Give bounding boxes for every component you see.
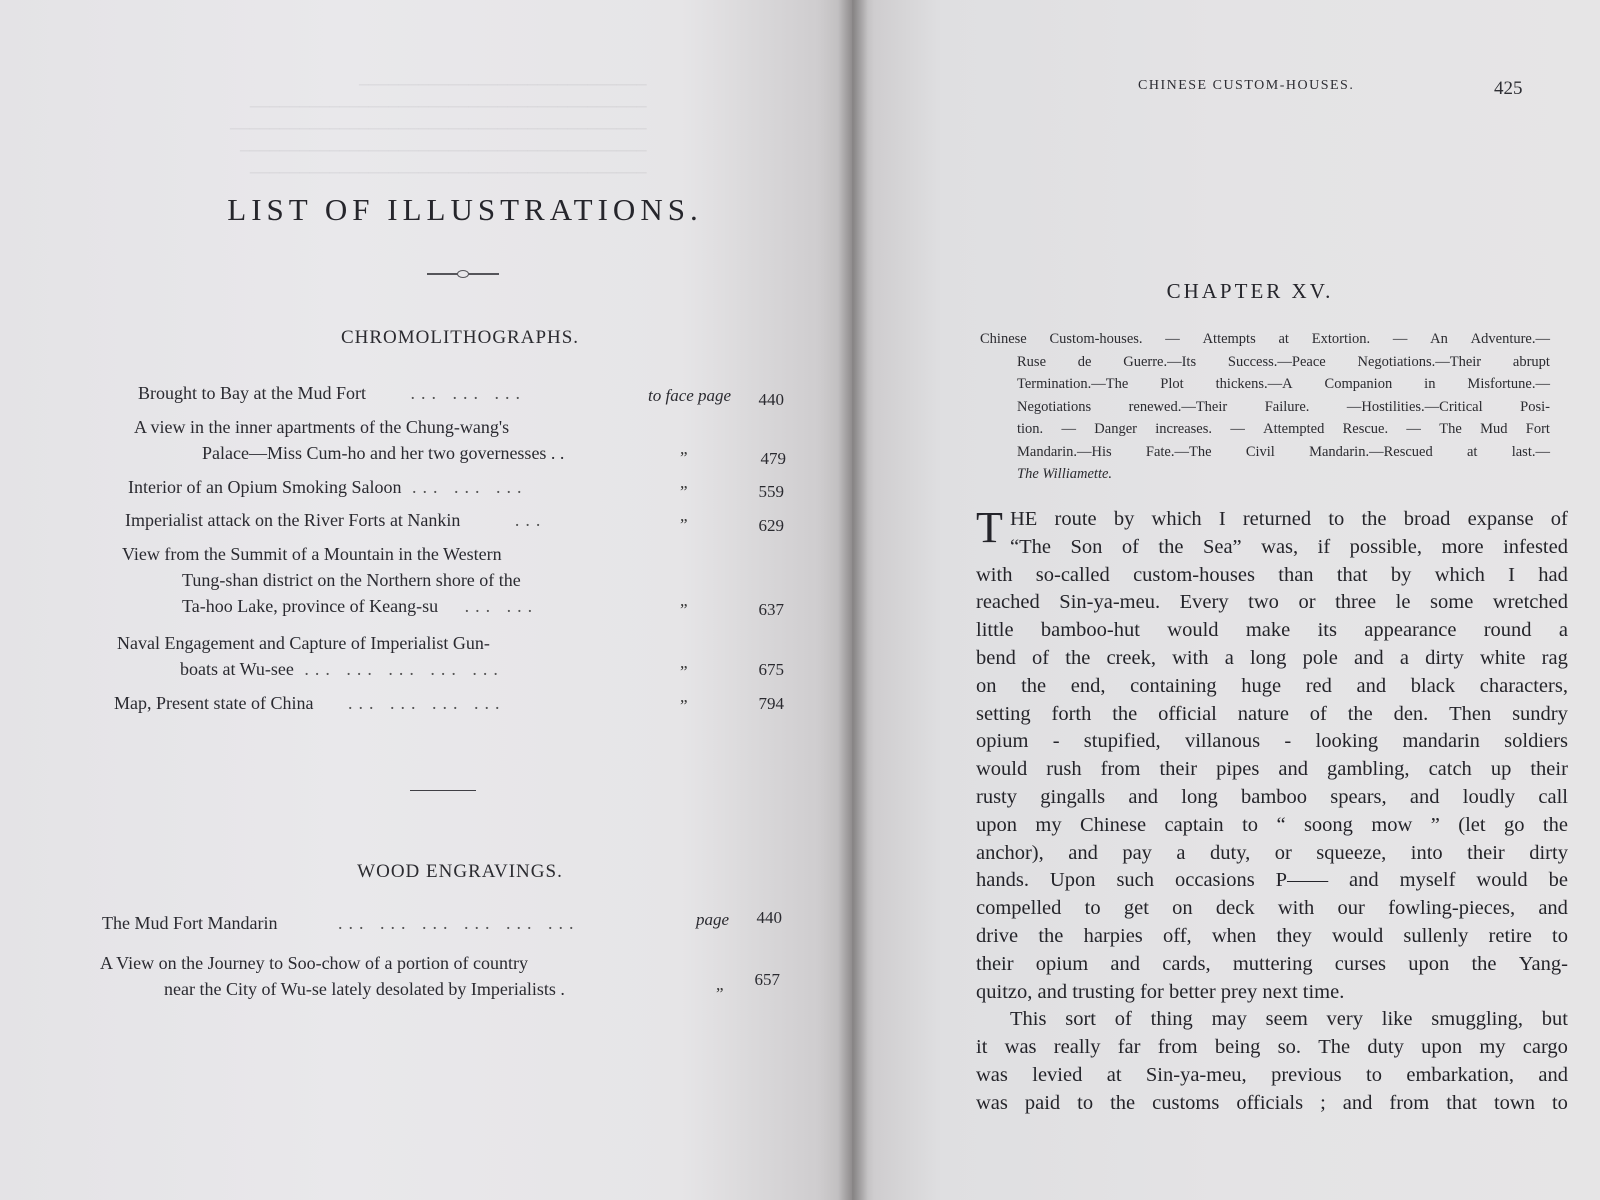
- body-line: “The Son of the Sea” was, if possible, more infested: [1010, 535, 1568, 558]
- leader-dots: ... ... ... ... ...: [304, 659, 504, 679]
- illustration-entry: [102, 910, 579, 936]
- body-line: would rush from their pipes and gambling, catch up their: [976, 758, 1568, 781]
- body-line: HE route by which I returned to the broad expanse of: [1010, 508, 1568, 530]
- entry-page: 440: [758, 390, 784, 409]
- entry-title-line: boats at Wu-see: [180, 659, 294, 679]
- entry-title: Imperialist attack on the River Forts at Nankin: [125, 510, 461, 530]
- leader-dots: ... ... ...: [411, 477, 528, 497]
- title-ornament: [427, 273, 499, 275]
- body-line: rusty gingalls and long bamboo spears, and loudly call: [976, 785, 1568, 808]
- leader-dots: ... ... ... ...: [347, 693, 506, 713]
- chapter-body: [976, 503, 1568, 1118]
- entry-ref: ”: [680, 448, 688, 467]
- body-line: on the end, containing huge red and black characters,: [976, 674, 1568, 697]
- body-line: upon my Chinese captain to “ soong mow ” (let go the: [976, 813, 1568, 836]
- illustration-entry: [125, 507, 546, 533]
- illustration-entry: [100, 950, 565, 1002]
- synopsis-line: Ruse de Guerre.—Its Success.—Peace Negotiations.—Their abrupt: [1017, 353, 1550, 370]
- entry-title: Map, Present state of China: [114, 693, 314, 713]
- bleed-through-text: ───────────────────────────── ──────────────────────────────────────── ────────────────────────────────────────── ───────────────────────────────────────── ────────────────────────────────────────: [230, 78, 647, 181]
- body-line: compelled to get on deck with our fowling-pieces, and: [976, 897, 1568, 920]
- chapter-title: CHAPTER XV.: [1166, 279, 1334, 303]
- entry-ref: ”: [716, 984, 724, 1003]
- body-line: drive the harpies off, when they would sullenly retire to: [976, 924, 1568, 947]
- leader-dots: ... ... ... ... ... ...: [337, 913, 580, 933]
- illustration-entry: [138, 380, 526, 406]
- illustration-entry: [128, 474, 527, 500]
- entry-title-line: Naval Engagement and Capture of Imperialist Gun-: [117, 633, 490, 653]
- entry-title-line: Tung-shan district on the Northern shore of the: [182, 570, 521, 590]
- wood-engravings-heading: WOOD ENGRAVINGS.: [357, 861, 563, 882]
- illustration-entry: [134, 414, 564, 466]
- body-line: This sort of thing may seem very like smuggling, but: [1010, 1008, 1568, 1031]
- entry-page: 794: [758, 694, 784, 713]
- page-number: 425: [1494, 78, 1523, 99]
- entry-page: 629: [758, 516, 784, 535]
- body-line: anchor), and pay a duty, or squeeze, into their dirty: [976, 841, 1568, 864]
- entry-title-line: View from the Summit of a Mountain in the Western: [122, 544, 502, 564]
- body-line: was levied at Sin-ya-meu, previous to embarkation, and: [976, 1063, 1568, 1086]
- body-line: it was really far from being so. The duty upon my cargo: [976, 1036, 1568, 1059]
- list-of-illustrations-title: LIST OF ILLUSTRATIONS.: [227, 192, 703, 227]
- chromolithographs-heading: CHROMOLITHOGRAPHS.: [340, 327, 580, 348]
- body-line: quitzo, and trusting for better prey next time.: [976, 980, 1345, 1003]
- synopsis-line: tion. — Danger increases. — Attempted Rescue. — The Mud Fort: [1017, 421, 1550, 437]
- entry-page: 440: [756, 908, 782, 927]
- synopsis-line: Chinese Custom-houses. — Attempts at Extortion. — An Adventure.—: [980, 331, 1550, 347]
- section-divider: [410, 790, 476, 791]
- drop-cap: T: [976, 503, 1003, 552]
- illustration-entry: [114, 690, 505, 716]
- illustration-entry: [117, 630, 504, 682]
- body-line: bend of the creek, with a long pole and a dirty white rag: [976, 646, 1568, 669]
- entry-page: 637: [758, 600, 784, 619]
- leader-dots: ... ...: [464, 596, 539, 616]
- entry-title: The Mud Fort Mandarin: [102, 913, 278, 933]
- body-line: with so-called custom-houses than that by which I had: [976, 563, 1568, 586]
- entry-ref: ”: [680, 662, 688, 681]
- entry-page: 479: [760, 449, 786, 468]
- leader-dots: ... ... ...: [410, 383, 526, 403]
- entry-page: 657: [754, 970, 780, 989]
- body-line: their opium and cards, muttering curses upon the Yang-: [976, 952, 1568, 975]
- entry-title-line: A View on the Journey to Soo-chow of a portion of country: [100, 953, 529, 973]
- entry-title-line: Ta-hoo Lake, province of Keang-su: [182, 596, 439, 616]
- entry-title-line: near the City of Wu-se lately desolated by Imperialists .: [164, 979, 565, 999]
- entry-ref: to face page: [648, 386, 732, 405]
- entry-title: Brought to Bay at the Mud Fort: [138, 383, 366, 403]
- body-line: little bamboo-hut would make its appearance round a: [976, 619, 1568, 642]
- entry-title-line: Palace—Miss Cum-ho and her two governesses . .: [202, 443, 565, 463]
- leader-dots: ...: [514, 510, 547, 530]
- entry-ref: ”: [680, 515, 688, 534]
- entry-page: 559: [758, 482, 784, 501]
- illustration-entry: [122, 541, 538, 619]
- entry-ref: ”: [680, 696, 688, 715]
- synopsis-line: The Williamette.: [1017, 466, 1113, 482]
- body-line: reached Sin-ya-meu. Every two or three le some wretched: [976, 591, 1568, 614]
- chapter-synopsis: [980, 328, 1550, 486]
- body-line: hands. Upon such occasions P—— and myself would be: [976, 869, 1568, 892]
- entry-ref: ”: [680, 600, 688, 619]
- body-line: opium - stupified, villanous - looking mandarin soldiers: [976, 730, 1568, 753]
- entry-title: Interior of an Opium Smoking Saloon: [128, 477, 402, 497]
- entry-title-line: A view in the inner apartments of the Chung-wang's: [134, 417, 510, 437]
- running-head: CHINESE CUSTOM-HOUSES.: [1138, 78, 1355, 93]
- body-line: setting forth the official nature of the den. Then sundry: [976, 702, 1568, 725]
- body-line: was paid to the customs officials ; and from that town to: [976, 1091, 1568, 1114]
- synopsis-line: Termination.—The Plot thickens.—A Companion in Misfortune.—: [1017, 376, 1550, 392]
- synopsis-line: Negotiations renewed.—Their Failure. —Hostilities.—Critical Posi-: [1017, 398, 1550, 415]
- entry-page: 675: [758, 660, 784, 679]
- entry-ref: page: [696, 910, 730, 929]
- entry-ref: ”: [680, 482, 688, 501]
- synopsis-line: Mandarin.—His Fate.—The Civil Mandarin.—Rescued at last.—: [1017, 443, 1550, 460]
- book-gutter: [838, 0, 868, 1200]
